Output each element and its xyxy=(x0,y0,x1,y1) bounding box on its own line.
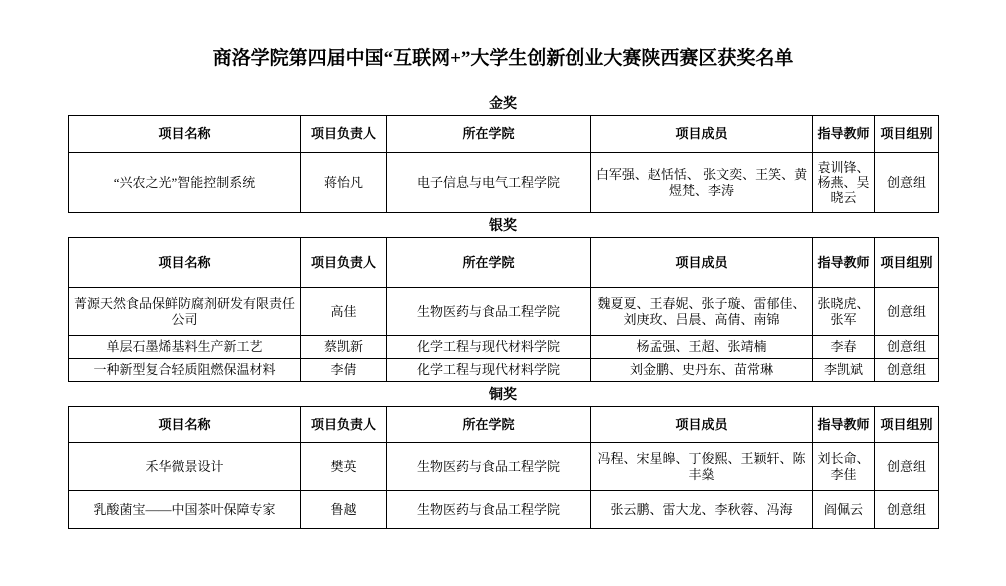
col-header-members: 项目成员 xyxy=(591,238,813,288)
cell-members: 魏夏夏、王春妮、张子璇、雷郁佳、刘庚玫、吕晨、高倩、南锦 xyxy=(591,288,813,336)
cell-college: 化学工程与现代材料学院 xyxy=(387,336,591,359)
col-header-college: 所在学院 xyxy=(387,407,591,443)
cell-teachers: 阎佩云 xyxy=(813,491,875,529)
cell-group: 创意组 xyxy=(875,359,939,382)
table-row xyxy=(69,491,939,529)
cell-project-leader: 蒋怡凡 xyxy=(301,153,387,213)
table-header-row xyxy=(69,407,939,443)
cell-group: 创意组 xyxy=(875,336,939,359)
col-header-project-name: 项目名称 xyxy=(69,116,301,153)
col-header-college: 所在学院 xyxy=(387,238,591,288)
cell-college: 电子信息与电气工程学院 xyxy=(387,153,591,213)
section-label-silver: 银奖 xyxy=(489,219,517,234)
col-header-group: 项目组别 xyxy=(875,407,939,443)
cell-group: 创意组 xyxy=(875,491,939,529)
cell-teachers: 张晓虎、张军 xyxy=(813,288,875,336)
cell-project-name: 菁源天然食品保鲜防腐剂研发有限责任公司 xyxy=(69,288,301,336)
cell-college: 生物医药与食品工程学院 xyxy=(387,443,591,491)
table-row xyxy=(69,336,939,359)
cell-project-leader: 高佳 xyxy=(301,288,387,336)
col-header-project-leader: 项目负责人 xyxy=(301,238,387,288)
col-header-teachers: 指导教师 xyxy=(813,238,875,288)
cell-group: 创意组 xyxy=(875,443,939,491)
cell-project-name: 乳酸菌宝——中国茶叶保障专家 xyxy=(69,491,301,529)
cell-project-name: 禾华微景设计 xyxy=(69,443,301,491)
section-label-bronze: 铜奖 xyxy=(489,388,517,403)
page-title: 商洛学院第四届中国“互联网+”大学生创新创业大赛陕西赛区获奖名单 xyxy=(212,48,794,69)
cell-project-name: 一种新型复合轻质阻燃保温材料 xyxy=(69,359,301,382)
section-label-gold: 金奖 xyxy=(489,97,517,112)
col-header-members: 项目成员 xyxy=(591,407,813,443)
cell-members: 张云鹏、雷大龙、李秋蓉、冯海 xyxy=(591,491,813,529)
col-header-members: 项目成员 xyxy=(591,116,813,153)
cell-project-leader: 蔡凯新 xyxy=(301,336,387,359)
cell-teachers: 袁训锋、杨燕、吴晓云 xyxy=(813,153,875,213)
col-header-college: 所在学院 xyxy=(387,116,591,153)
cell-teachers: 李春 xyxy=(813,336,875,359)
cell-project-leader: 李倩 xyxy=(301,359,387,382)
cell-project-leader: 樊英 xyxy=(301,443,387,491)
cell-teachers: 刘长命、李佳 xyxy=(813,443,875,491)
col-header-project-leader: 项目负责人 xyxy=(301,116,387,153)
gold-award-table xyxy=(68,115,939,213)
cell-project-leader: 鲁越 xyxy=(301,491,387,529)
table-header-row xyxy=(69,116,939,153)
col-header-group: 项目组别 xyxy=(875,116,939,153)
cell-college: 生物医药与食品工程学院 xyxy=(387,288,591,336)
col-header-group: 项目组别 xyxy=(875,238,939,288)
table-row xyxy=(69,359,939,382)
col-header-project-leader: 项目负责人 xyxy=(301,407,387,443)
table-row xyxy=(69,288,939,336)
silver-award-table xyxy=(68,237,939,382)
document-content xyxy=(68,96,938,529)
cell-members: 冯程、宋星皞、丁俊熙、王颖轩、陈丰燊 xyxy=(591,443,813,491)
cell-project-name: 单层石墨烯基料生产新工艺 xyxy=(69,336,301,359)
cell-project-name: “兴农之光”智能控制系统 xyxy=(69,153,301,213)
cell-college: 生物医药与食品工程学院 xyxy=(387,491,591,529)
cell-members: 杨孟强、王超、张靖楠 xyxy=(591,336,813,359)
col-header-project-name: 项目名称 xyxy=(69,407,301,443)
cell-members: 刘金鹏、史丹东、苗常琳 xyxy=(591,359,813,382)
cell-group: 创意组 xyxy=(875,153,939,213)
col-header-project-name: 项目名称 xyxy=(69,238,301,288)
cell-teachers: 李凯斌 xyxy=(813,359,875,382)
table-row xyxy=(69,443,939,491)
table-row xyxy=(69,153,939,213)
table-header-row xyxy=(69,238,939,288)
cell-group: 创意组 xyxy=(875,288,939,336)
bronze-award-table xyxy=(68,406,939,529)
cell-members: 白军强、赵恬恬、 张文奕、王笑、黄煜梵、李涛 xyxy=(591,153,813,213)
col-header-teachers: 指导教师 xyxy=(813,116,875,153)
cell-college: 化学工程与现代材料学院 xyxy=(387,359,591,382)
col-header-teachers: 指导教师 xyxy=(813,407,875,443)
